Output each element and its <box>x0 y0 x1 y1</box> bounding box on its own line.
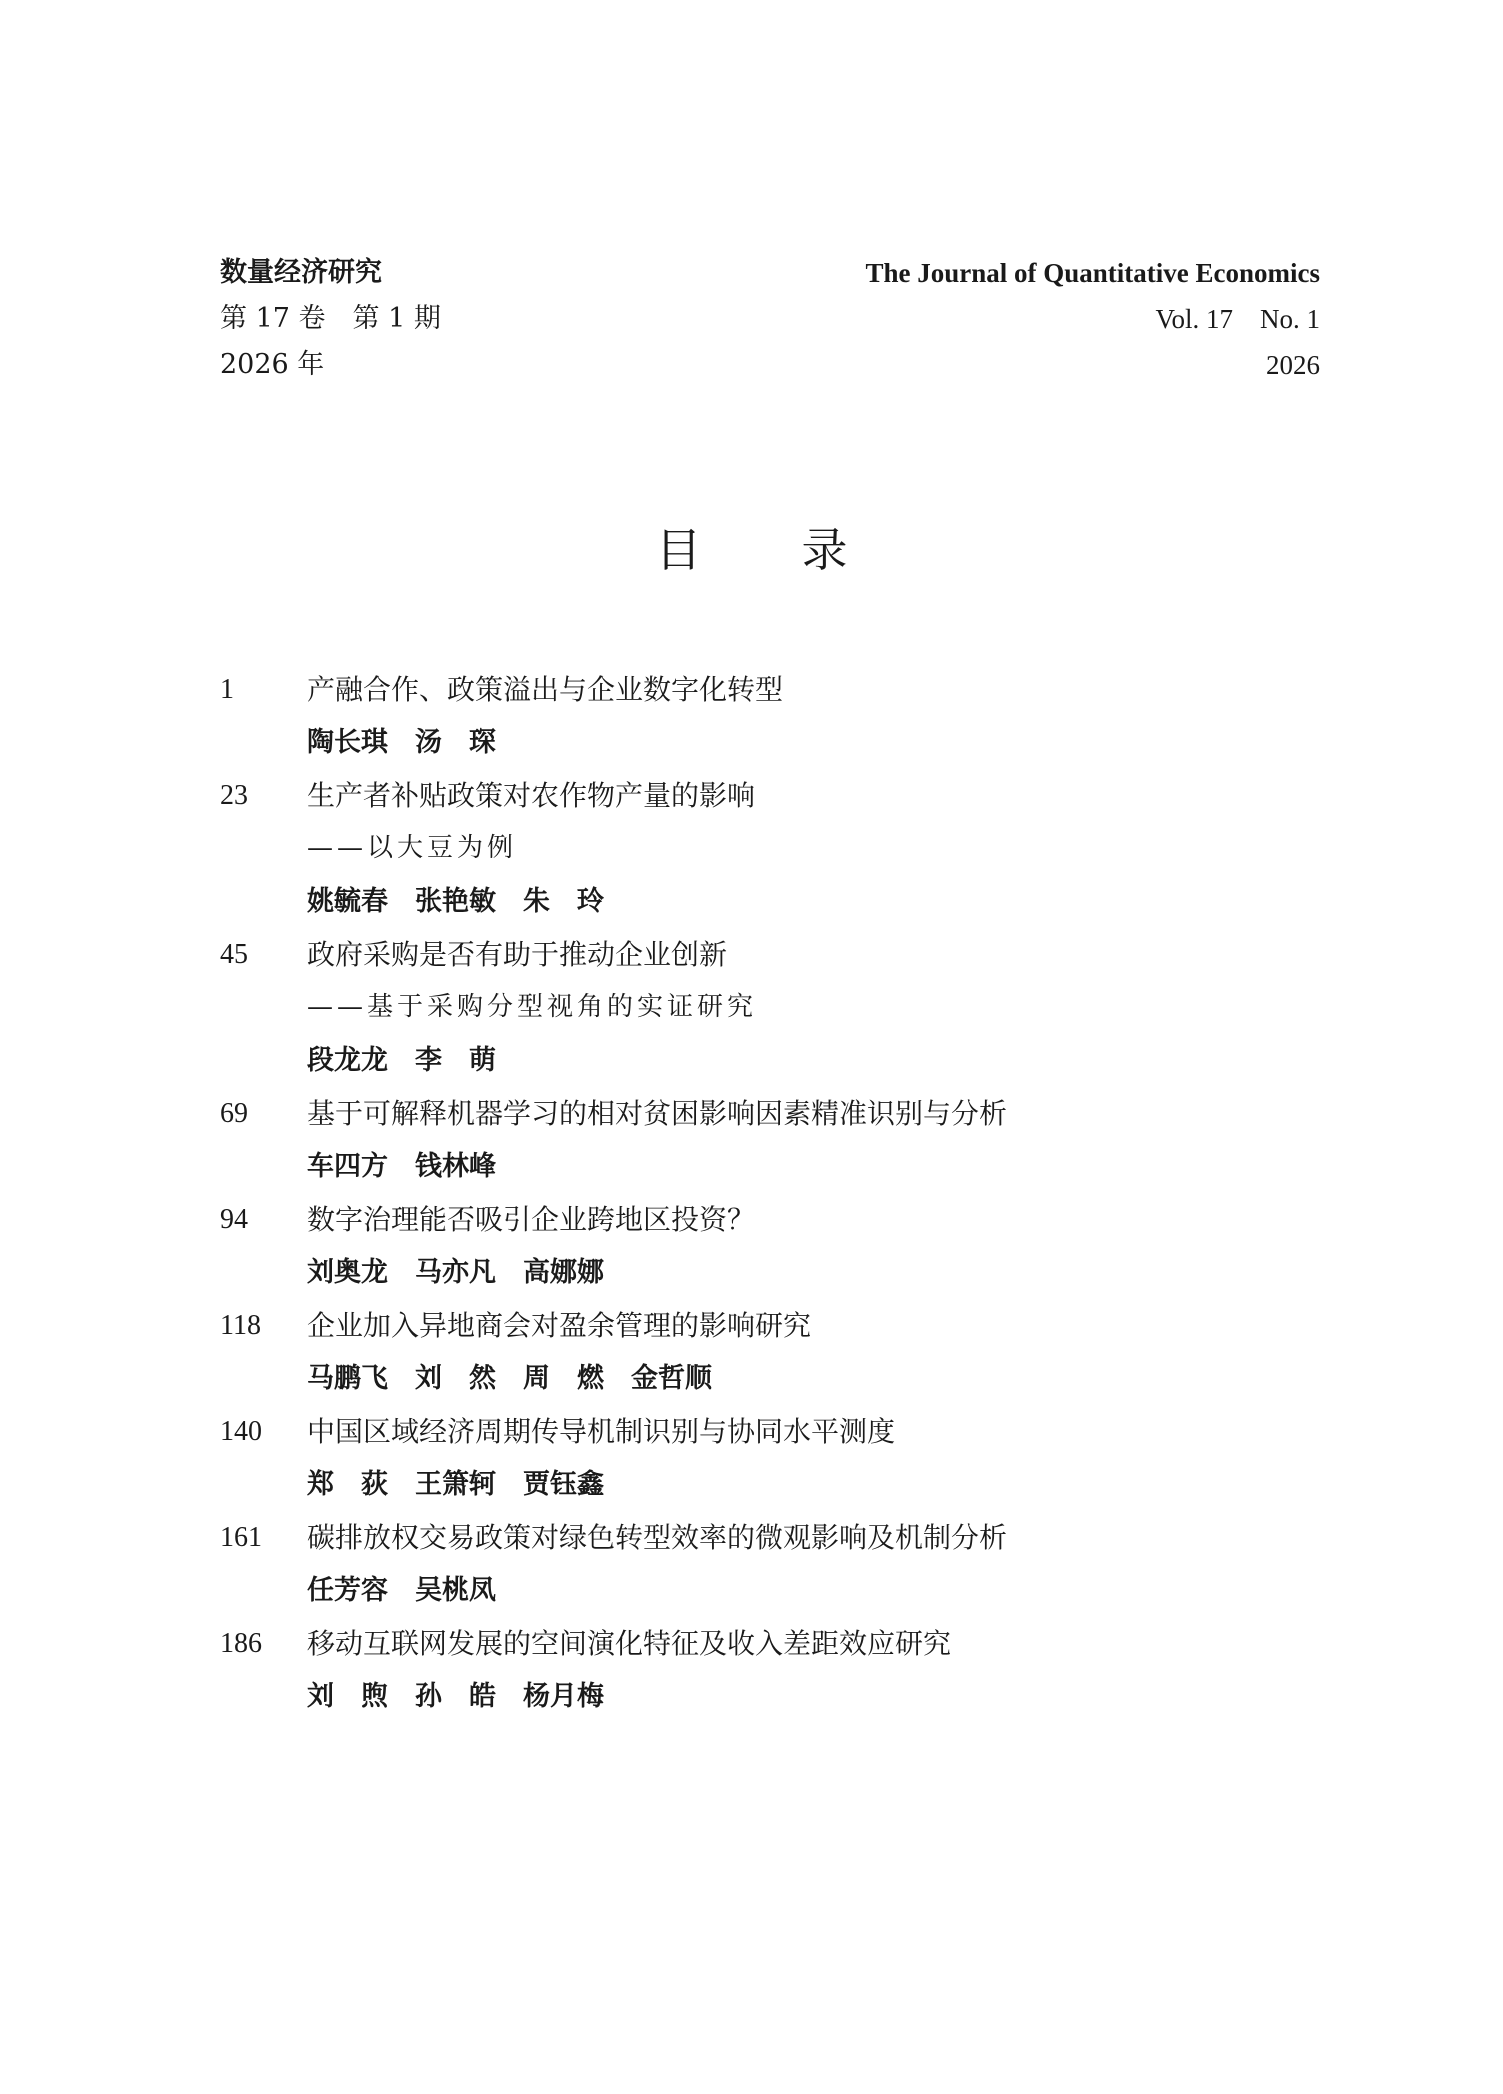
toc-page-number: 23 <box>220 780 248 811</box>
journal-name-en: The Journal of Quantitative Economics <box>865 258 1320 288</box>
table-of-contents <box>220 663 1320 1723</box>
toc-entry-subtitle-line <box>220 981 1320 1034</box>
toc-article-title: 企业加入异地商会对盈余管理的影响研究 <box>307 1309 812 1342</box>
toc-article-authors: 刘 煦 孙 皓 杨月梅 <box>307 1681 604 1712</box>
toc-article-title: 碳排放权交易政策对绿色转型效率的微观影响及机制分析 <box>307 1521 1008 1554</box>
toc-page-number: 1 <box>220 674 234 705</box>
toc-entry <box>220 1511 1320 1617</box>
toc-entry-title-line <box>220 769 1320 822</box>
toc-page-number: 140 <box>220 1416 262 1447</box>
toc-heading: 目录 <box>655 523 948 577</box>
toc-article-authors: 车四方 钱林峰 <box>307 1151 496 1182</box>
toc-entry <box>220 1405 1320 1511</box>
toc-entry <box>220 1193 1320 1299</box>
journal-masthead <box>220 250 1320 388</box>
year-cn: 2026 年 <box>220 349 325 380</box>
toc-entry-authors-line <box>220 1458 1320 1511</box>
toc-entry-title-line <box>220 1087 1320 1140</box>
toc-entry-authors-line <box>220 1140 1320 1193</box>
toc-article-title: 生产者补贴政策对农作物产量的影响 <box>307 779 756 812</box>
toc-article-authors: 任芳容 吴桃凤 <box>307 1575 496 1606</box>
toc-article-title: 政府采购是否有助于推动企业创新 <box>307 938 728 971</box>
toc-page-number: 118 <box>220 1310 261 1341</box>
toc-article-title: 产融合作、政策溢出与企业数字化转型 <box>307 673 784 706</box>
toc-article-title: 中国区域经济周期传导机制识别与协同水平测度 <box>307 1415 896 1448</box>
toc-entry-title-line <box>220 1193 1320 1246</box>
toc-page-number: 45 <box>220 939 248 970</box>
year-en: 2026 <box>1266 350 1320 380</box>
toc-entry <box>220 928 1320 1087</box>
toc-entry <box>220 1617 1320 1723</box>
toc-entry-authors-line <box>220 1670 1320 1723</box>
toc-entry-subtitle-line <box>220 822 1320 875</box>
volume-issue-en: Vol. 17 No. 1 <box>1155 304 1320 334</box>
toc-entry-authors-line <box>220 1564 1320 1617</box>
toc-entry-title-line <box>220 1617 1320 1670</box>
toc-entry-title-line <box>220 663 1320 716</box>
masthead-row-journal <box>220 250 1320 296</box>
toc-article-title: 数字治理能否吸引企业跨地区投资？ <box>307 1203 756 1236</box>
toc-entry-authors-line <box>220 1034 1320 1087</box>
toc-entry-title-line <box>220 1299 1320 1352</box>
toc-page-number: 69 <box>220 1098 248 1129</box>
volume-issue-cn: 第 17 卷 第 1 期 <box>220 303 441 334</box>
toc-entry-title-line <box>220 1405 1320 1458</box>
toc-entry-authors-line <box>220 716 1320 769</box>
toc-article-title: 移动互联网发展的空间演化特征及收入差距效应研究 <box>307 1627 952 1660</box>
toc-entry-authors-line <box>220 1246 1320 1299</box>
toc-article-subtitle: ——基于采购分型视角的实证研究 <box>307 992 758 1022</box>
toc-page-number: 94 <box>220 1204 248 1235</box>
toc-entry <box>220 769 1320 928</box>
toc-entry-title-line <box>220 928 1320 981</box>
toc-entry <box>220 1299 1320 1405</box>
toc-article-title: 基于可解释机器学习的相对贫困影响因素精准识别与分析 <box>307 1097 1008 1130</box>
toc-page-number: 161 <box>220 1522 262 1553</box>
toc-article-subtitle: ——以大豆为例 <box>307 833 518 863</box>
toc-entry-title-line <box>220 1511 1320 1564</box>
journal-name-cn: 数量经济研究 <box>220 257 382 288</box>
toc-article-authors: 刘奥龙 马亦凡 高娜娜 <box>307 1257 604 1288</box>
toc-page-number: 186 <box>220 1628 262 1659</box>
toc-entry <box>220 1087 1320 1193</box>
toc-article-authors: 马鹏飞 刘 然 周 燃 金哲顺 <box>307 1363 712 1394</box>
toc-article-authors: 陶长琪 汤 琛 <box>307 727 496 758</box>
toc-entry-authors-line <box>220 1352 1320 1405</box>
toc-entry-authors-line <box>220 875 1320 928</box>
toc-article-authors: 姚毓春 张艳敏 朱 玲 <box>307 886 604 917</box>
toc-entry <box>220 663 1320 769</box>
masthead-row-volume <box>220 296 1320 342</box>
masthead-row-year <box>220 342 1320 388</box>
toc-article-authors: 郑 荻 王箫轲 贾钰鑫 <box>307 1469 604 1500</box>
toc-article-authors: 段龙龙 李 萌 <box>307 1045 496 1076</box>
